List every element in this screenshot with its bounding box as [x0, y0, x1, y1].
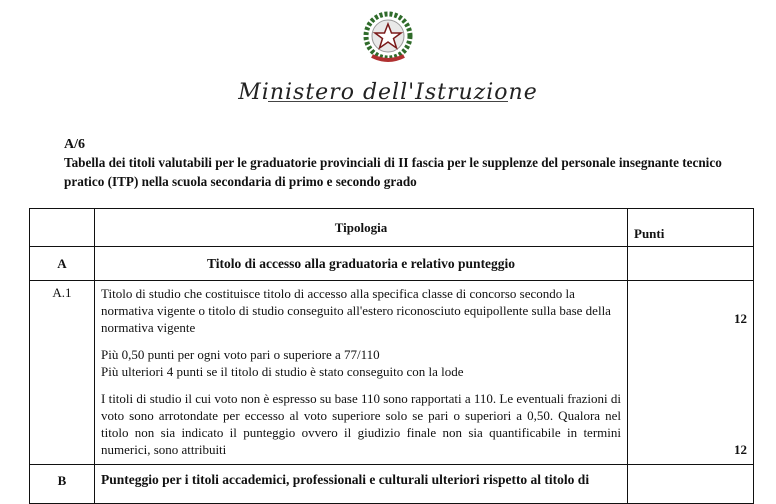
- document-title: Tabella dei titoli valutabili per le graduatorie provinciali di II fascia per le supplenze del personale insegnante tecnico pratico (ITP) nella scuola secondaria di primo e secondo grado: [64, 155, 722, 189]
- paragraph: I titoli di studio il cui voto non è espresso su base 110 sono rapportati a 110. Le eventuali frazioni di voto sono arrotondate per eccesso al voto superiore solo se pari o superiori a 0,50. Qualora nel titolo non sia indicato il punteggio ovvero il giudizio finale non sia quantificabile in termini numerici, sono attribuiti: [101, 391, 622, 457]
- row-label: A: [30, 247, 95, 281]
- header-empty-cell: [30, 209, 95, 247]
- table-row: [30, 465, 754, 504]
- ministry-logotype: [0, 80, 776, 105]
- document-code: A/6: [64, 137, 85, 152]
- row-points: [628, 247, 754, 281]
- paragraph: Titolo di studio che costituisce titolo di accesso alla specifica classe di concorso secondo la normativa vigente o titolo di studio conseguito all'estero riconosciuto equipollente sulla base della normativa vigente: [101, 286, 611, 335]
- row-points: [628, 465, 754, 504]
- titles-table: [29, 208, 754, 504]
- table-header-row: [30, 209, 754, 247]
- header-tipologia: Tipologia: [95, 209, 628, 247]
- table-row: [30, 281, 754, 465]
- row-description: [95, 281, 628, 465]
- row-points: [628, 281, 754, 465]
- row-label: A.1: [30, 281, 95, 465]
- header-punti: Punti: [628, 209, 754, 247]
- points-value: 12: [734, 442, 747, 457]
- emblem-icon: [358, 8, 418, 68]
- row-description: Titolo di accesso alla graduatoria e relativo punteggio: [95, 247, 628, 281]
- ministry-name: Ministero dell'Istruzione: [238, 80, 538, 105]
- points-value: 12: [734, 311, 747, 326]
- paragraph: Più 0,50 punti per ogni voto pari o superiore a 77/110: [101, 347, 380, 362]
- row-description: Punteggio per i titoli accademici, professionali e culturali ulteriori rispetto al titolo di: [95, 465, 628, 504]
- table-row: [30, 247, 754, 281]
- row-label: B: [30, 465, 95, 504]
- paragraph: Più ulteriori 4 punti se il titolo di studio è stato conseguito con la lode: [101, 364, 464, 379]
